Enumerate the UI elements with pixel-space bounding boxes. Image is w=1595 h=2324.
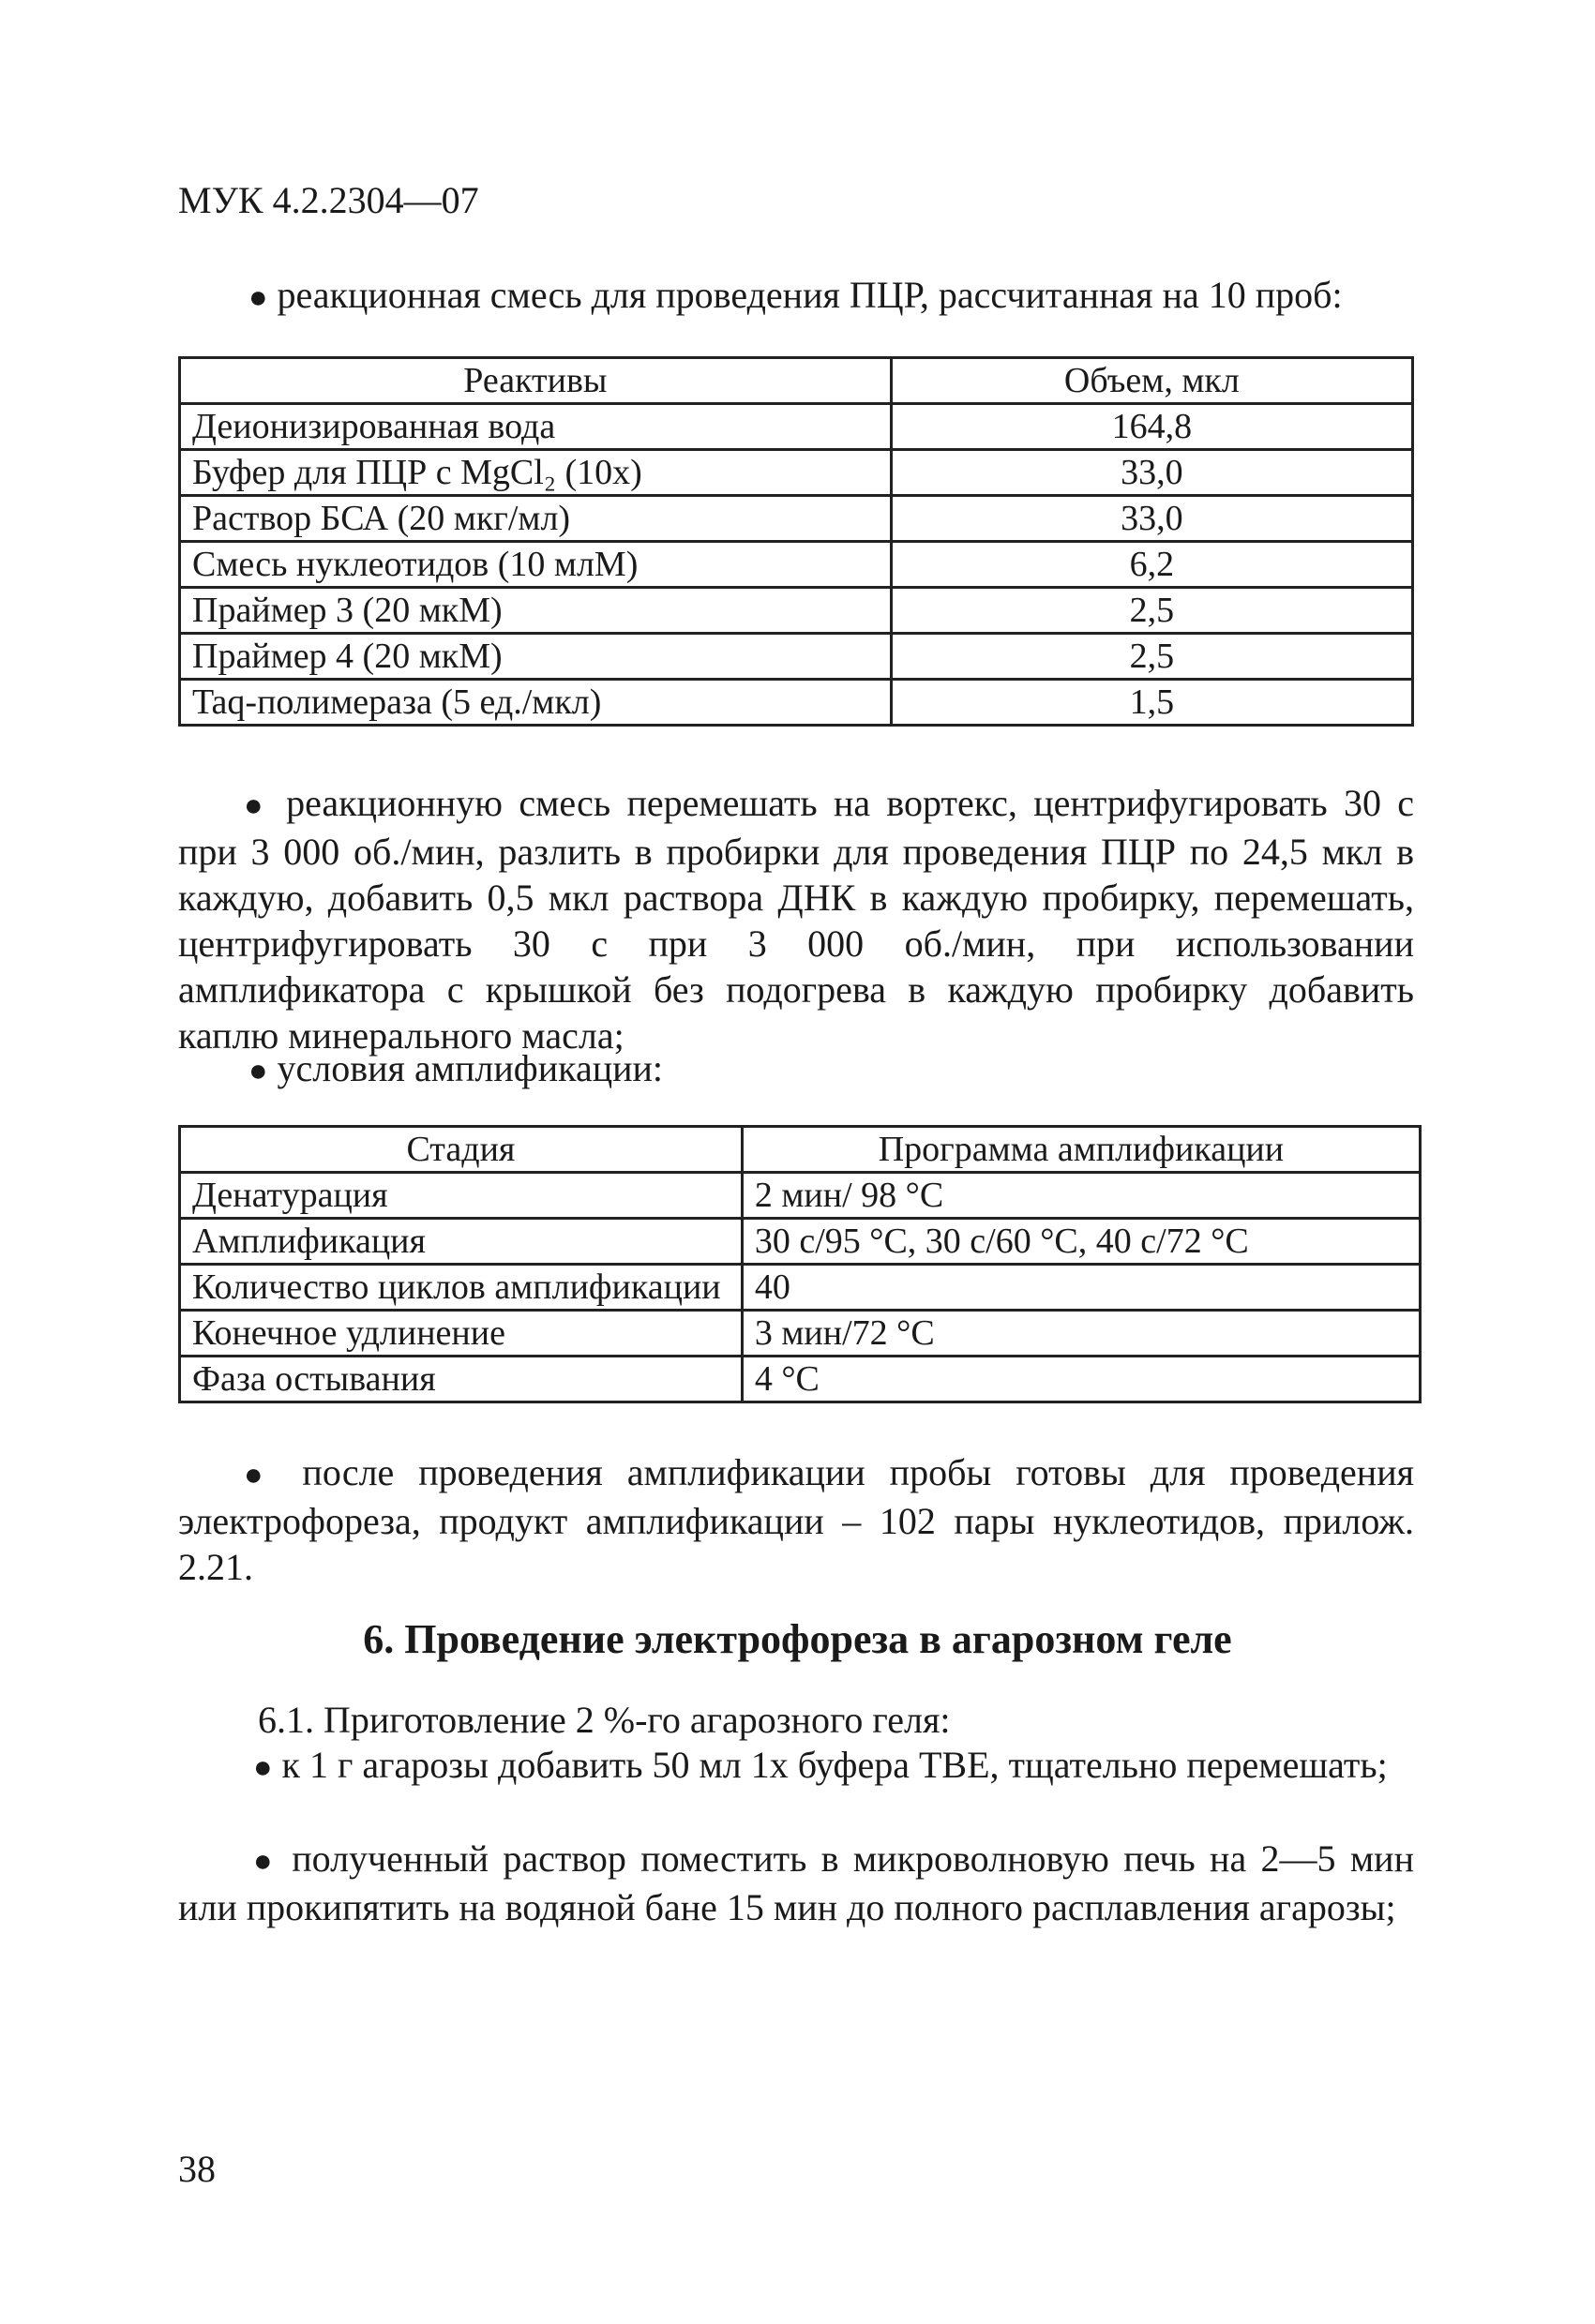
reagent-name-cell: Taq-полимераза (5 ед./мкл): [180, 680, 892, 726]
reagent-volume-cell: 2,5: [891, 588, 1412, 634]
bullet-icon: ●: [253, 1844, 278, 1879]
stage-program-cell: 4 °С: [742, 1357, 1420, 1402]
stage-program-cell: 2 мин/ 98 °С: [742, 1173, 1420, 1219]
reagent-volume-cell: 1,5: [891, 680, 1412, 726]
reagent-volume-cell: 6,2: [891, 542, 1412, 588]
table-row: [180, 680, 1413, 726]
table-row: [180, 542, 1413, 588]
reagent-name-cell: Смесь нуклеотидов (10 млМ): [180, 542, 892, 588]
table-row: [180, 1357, 1421, 1402]
stage-name-cell: Количество циклов амплификации: [180, 1265, 743, 1311]
table-row: [180, 1265, 1421, 1311]
intro-mix-text: реакционная смесь для проведения ПЦР, рассчитанная на 10 проб:: [277, 274, 1343, 316]
bullet-icon: ●: [244, 788, 270, 823]
table-header-row: [180, 358, 1413, 404]
table-row: [180, 496, 1413, 542]
conditions-paragraph: [248, 1045, 1411, 1094]
bullet-icon: ●: [248, 1054, 268, 1088]
table-row: [180, 1173, 1421, 1219]
column-header-reagents: Реактивы: [180, 358, 892, 404]
intro-mix-paragraph: [248, 272, 1411, 321]
section-heading: 6. Проведение электрофореза в агарозном геле: [363, 1616, 1232, 1662]
reagent-volume-cell: 164,8: [891, 404, 1412, 450]
table-row: [180, 588, 1413, 634]
reagent-name-cell: Праймер 3 (20 мкМ): [180, 588, 892, 634]
agarose-text: к 1 г агарозы добавить 50 мл 1х буфера ТВЕ, тщательно перемешать;: [281, 1744, 1388, 1786]
stage-name-cell: Фаза остывания: [180, 1357, 743, 1402]
after-amplification-paragraph: [178, 1449, 1414, 1590]
table-header-row: [180, 1127, 1421, 1173]
bullet-icon: ●: [244, 1458, 278, 1492]
bullet-icon: ●: [253, 1750, 273, 1785]
stage-name-cell: Амплификация: [180, 1219, 743, 1265]
reagent-name-cell: Деионизированная вода: [180, 404, 892, 450]
mix-procedure-paragraph: [178, 780, 1414, 1058]
reagent-name-cell: Раствор БСА (20 мкг/мл): [180, 496, 892, 542]
bullet-icon: ●: [248, 280, 268, 315]
stage-program-cell: 40: [742, 1265, 1420, 1311]
table-row: [180, 634, 1413, 680]
microwave-text: полученный раствор поместить в микроволновую печь на 2—5 мин или прокипятить на водяной бане 15 мин до полного расплавления агарозы;: [178, 1837, 1414, 1928]
reagents-table: [178, 356, 1414, 727]
column-header-volume: Объем, мкл: [891, 358, 1412, 404]
stage-name-cell: Денатурация: [180, 1173, 743, 1219]
reagent-name-cell: Буфер для ПЦР с MgCl₂ (10х): [180, 450, 892, 496]
agarose-paragraph: [178, 1742, 1414, 1791]
column-header-program: Программа амплификации: [742, 1127, 1420, 1173]
microwave-paragraph: [178, 1836, 1414, 1930]
subsection-6-1: 6.1. Приготовление 2 %-го агарозного геля:: [258, 1699, 951, 1741]
amplification-table: [178, 1125, 1422, 1403]
table-row: [180, 450, 1413, 496]
stage-name-cell: Конечное удлинение: [180, 1311, 743, 1357]
table-row: [180, 404, 1413, 450]
stage-program-cell: 30 с/95 °С, 30 с/60 °С, 40 с/72 °С: [742, 1219, 1420, 1265]
document-code: МУК 4.2.2304—07: [178, 179, 479, 221]
after-amplification-text: после проведения амплификации пробы готовы для проведения электрофореза, продукт амплификации – 102 пары нуклеотидов, прилож. 2.21.: [178, 1451, 1415, 1588]
column-header-stage: Стадия: [180, 1127, 743, 1173]
mix-procedure-text: реакционную смесь перемешать на вортекс, центрифугировать 30 с при 3 000 об./мин, разлить в пробирки для проведения ПЦР по 24,5 мкл в каждую, добавить 0,5 мкл раствора ДНК в каждую пробирку, перемешать, центрифугировать 30 с при 3 000 об./мин, при использовании амплификатора с крышкой без подогрева в каждую пробирку добавить каплю минерального масла;: [178, 782, 1415, 1057]
reagent-name-cell: Праймер 4 (20 мкМ): [180, 634, 892, 680]
table-row: [180, 1219, 1421, 1265]
reagent-volume-cell: 33,0: [891, 450, 1412, 496]
stage-program-cell: 3 мин/72 °С: [742, 1311, 1420, 1357]
reagent-volume-cell: 33,0: [891, 496, 1412, 542]
table-row: [180, 1311, 1421, 1357]
reagent-volume-cell: 2,5: [891, 634, 1412, 680]
conditions-text: условия амплификации:: [277, 1047, 664, 1089]
page-number: 38: [178, 2148, 216, 2190]
